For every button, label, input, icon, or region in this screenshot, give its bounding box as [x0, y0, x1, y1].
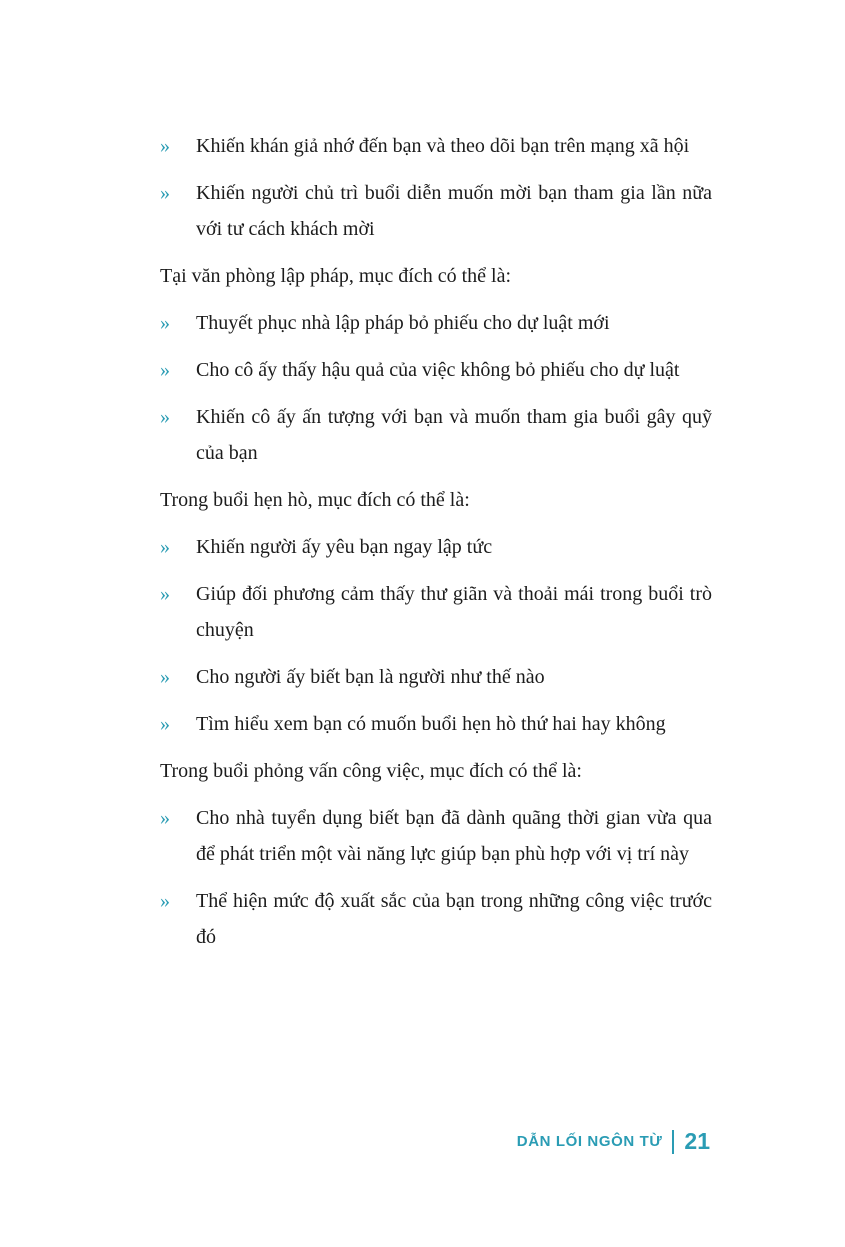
list-item	[160, 576, 712, 648]
list-item	[160, 529, 712, 565]
list-item	[160, 175, 712, 247]
bullet-marker-icon: »	[160, 406, 170, 428]
list-item	[160, 706, 712, 742]
section-intro: Tại văn phòng lập pháp, mục đích có thể là:	[160, 265, 512, 287]
list-item-text: Thuyết phục nhà lập pháp bỏ phiếu cho dự luật mới	[196, 312, 610, 334]
bullet-marker-icon: »	[160, 359, 170, 381]
list-item	[160, 305, 712, 341]
list-item-text: Tìm hiểu xem bạn có muốn buổi hẹn hò thứ hai hay không	[196, 713, 666, 735]
list-item-text: Khiến người chủ trì buổi diễn muốn mời bạn tham gia lần nữa với tư cách khách mời	[196, 182, 712, 240]
bullet-marker-icon: »	[160, 666, 170, 688]
list-item-text: Khiến khán giả nhớ đến bạn và theo dõi bạn trên mạng xã hội	[196, 135, 690, 157]
bullet-marker-icon: »	[160, 135, 170, 157]
list-item-text: Cho nhà tuyển dụng biết bạn đã dành quãng thời gian vừa qua để phát triển một vài năng lực giúp bạn phù hợp với vị trí này	[196, 807, 712, 865]
bullet-marker-icon: »	[160, 536, 170, 558]
bullet-marker-icon: »	[160, 583, 170, 605]
list-item-text: Cho cô ấy thấy hậu quả của việc không bỏ phiếu cho dự luật	[196, 359, 680, 381]
list-item	[160, 128, 712, 164]
bullet-marker-icon: »	[160, 182, 170, 204]
bullet-marker-icon: »	[160, 890, 170, 912]
list-item-text: Khiến người ấy yêu bạn ngay lập tức	[196, 536, 493, 558]
list-item	[160, 659, 712, 695]
page-number: 21	[684, 1128, 710, 1154]
bullet-marker-icon: »	[160, 713, 170, 735]
section-intro: Trong buổi phỏng vấn công việc, mục đích có thể là:	[160, 760, 582, 782]
page-content	[160, 128, 712, 966]
list-item	[160, 883, 712, 955]
list-item-text: Giúp đối phương cảm thấy thư giãn và thoải mái trong buổi trò chuyện	[196, 583, 712, 641]
list-item-text: Khiến cô ấy ấn tượng với bạn và muốn tham gia buổi gây quỹ của bạn	[196, 406, 712, 464]
bullet-marker-icon: »	[160, 807, 170, 829]
footer-divider	[672, 1130, 674, 1154]
book-title: DẪN LỐI NGÔN TỪ	[516, 1133, 663, 1150]
list-item	[160, 800, 712, 872]
list-item	[160, 352, 712, 388]
section-intro: Trong buổi hẹn hò, mục đích có thể là:	[160, 489, 470, 511]
list-item-text: Thể hiện mức độ xuất sắc của bạn trong những công việc trước đó	[196, 890, 712, 948]
list-item-text: Cho người ấy biết bạn là người như thế nào	[196, 666, 545, 688]
bullet-marker-icon: »	[160, 312, 170, 334]
list-item	[160, 399, 712, 471]
page-footer	[517, 1128, 710, 1155]
